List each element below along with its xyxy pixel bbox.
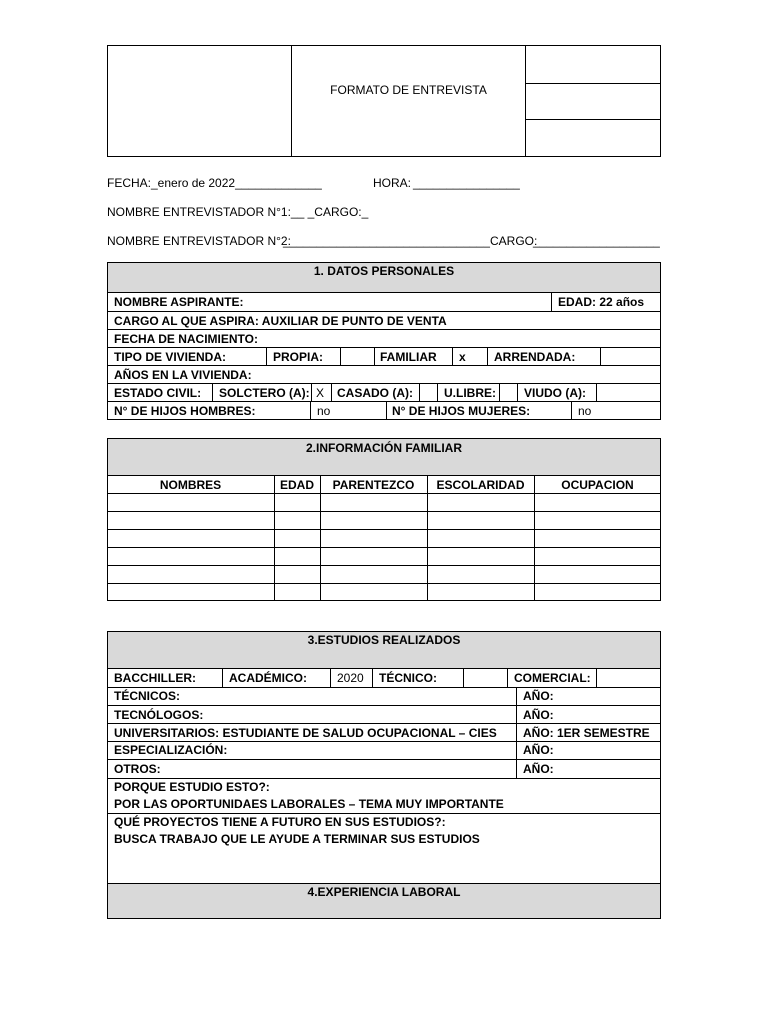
row-line	[107, 687, 661, 688]
edad-field[interactable]: EDAD: 22 años	[558, 295, 645, 309]
cargo-aspira-field[interactable]: CARGO AL QUE ASPIRA: AUXILIAR DE PUNTO DE VENTA	[114, 314, 447, 328]
ulibre-label: U.LIBRE:	[444, 386, 496, 400]
soltero-label: SOLCTERO (A):	[219, 386, 310, 400]
fecha-nacimiento-field[interactable]: FECHA DE NACIMIENTO:	[114, 332, 258, 346]
cell-divider	[551, 292, 552, 311]
comercial-label: COMERCIAL:	[514, 671, 591, 685]
entrevistador2-field[interactable]: _______________________________	[283, 234, 490, 248]
ano-column-divider	[516, 687, 517, 778]
cell-divider	[571, 401, 572, 420]
column-header-ocupacion: OCUPACION	[561, 478, 634, 492]
fecha-label: FECHA:	[107, 176, 152, 190]
cell-divider	[452, 347, 453, 365]
cell-divider	[463, 668, 464, 687]
entrevistador2-label: NOMBRE ENTREVISTADOR N°2:	[107, 234, 291, 248]
tecnicos-ano[interactable]: AÑO:	[523, 689, 554, 703]
otros-label: OTROS:	[114, 762, 161, 776]
cell-divider	[222, 668, 223, 687]
row-line	[107, 759, 661, 760]
header-divider	[291, 45, 292, 157]
header-divider	[525, 45, 526, 157]
especializacion-label: ESPECIALIZACIÓN:	[114, 743, 228, 757]
column-header-escolaridad: ESCOLARIDAD	[436, 478, 525, 492]
arrendada-label: ARRENDADA:	[494, 350, 576, 364]
tecnologos-label: TECNÓLOGOS:	[114, 708, 204, 722]
cell-divider	[507, 668, 508, 687]
cell-divider	[487, 347, 488, 365]
proyectos-question: QUÉ PROYECTOS TIENE A FUTURO EN SUS ESTUDIOS?:	[114, 815, 446, 829]
otros-ano[interactable]: AÑO:	[523, 762, 554, 776]
row-line	[107, 565, 661, 566]
entrevistador1-line[interactable]: NOMBRE ENTREVISTADOR N°1:__ _CARGO:_	[107, 205, 369, 219]
cell-divider	[212, 383, 213, 401]
fecha-value[interactable]: _enero de 2022_____________	[151, 176, 322, 190]
hijos-hombres-label: N° DE HIJOS HOMBRES:	[114, 404, 256, 418]
viudo-label: VIUDO (A):	[524, 386, 586, 400]
especializacion-ano[interactable]: AÑO:	[523, 743, 554, 757]
universitarios-field[interactable]: UNIVERSITARIOS: ESTUDIANTE DE SALUD OCUPACIONAL – CIES	[114, 726, 497, 740]
cell-divider	[372, 668, 373, 687]
row-line	[107, 705, 661, 706]
hora-value[interactable]: ________________	[413, 176, 520, 190]
cell-divider	[330, 668, 331, 687]
row-line	[107, 723, 661, 724]
header-divider	[525, 83, 661, 84]
estado-civil-label: ESTADO CIVIL:	[114, 386, 202, 400]
familiar-checkbox[interactable]: x	[459, 350, 466, 364]
cell-divider	[374, 347, 375, 365]
section2-title: 2.INFORMACIÓN FAMILIAR	[306, 441, 462, 455]
propia-label: PROPIA:	[273, 350, 324, 364]
soltero-checkbox[interactable]: X	[316, 386, 325, 400]
cell-divider	[311, 383, 312, 401]
column-header-parentezco: PARENTEZCO	[332, 478, 415, 492]
section1-title: 1. DATOS PERSONALES	[313, 264, 455, 278]
row-line	[107, 511, 661, 512]
column-header-edad: EDAD	[279, 478, 314, 492]
casado-label: CASADO (A):	[337, 386, 413, 400]
hijos-hombres-value[interactable]: no	[317, 404, 331, 418]
row-line	[107, 493, 661, 494]
tecnicos-label: TÉCNICOS:	[114, 689, 180, 703]
row-line	[107, 547, 661, 548]
row-line	[107, 778, 661, 779]
porque-answer[interactable]: POR LAS OPORTUNIDAES LABORALES – TEMA MUY IMPORTANTE	[114, 797, 504, 811]
tipo-vivienda-label: TIPO DE VIVIENDA:	[114, 350, 227, 364]
cell-divider	[437, 383, 438, 401]
header-divider	[525, 119, 661, 120]
row-line	[107, 741, 661, 742]
cell-divider	[517, 383, 518, 401]
cell-divider	[596, 383, 597, 401]
hijos-mujeres-label: N° DE HIJOS MUJERES:	[392, 404, 531, 418]
section3-title: 3.ESTUDIOS REALIZADOS	[307, 633, 461, 647]
proyectos-answer[interactable]: BUSCA TRABAJO QUE LE AYUDE A TERMINAR SUS ESTUDIOS	[114, 832, 480, 846]
cell-divider	[331, 383, 332, 401]
anos-vivienda-field[interactable]: AÑOS EN LA VIVIENDA:	[114, 368, 252, 382]
row-line	[107, 583, 661, 584]
cell-divider	[596, 668, 597, 687]
row-line	[107, 529, 661, 530]
academico-year[interactable]: 2020	[337, 671, 364, 685]
cell-divider	[310, 401, 311, 420]
cell-divider	[266, 347, 267, 365]
row-line	[107, 311, 661, 312]
page-title: FORMATO DE ENTREVISTA	[330, 83, 487, 97]
universitarios-ano[interactable]: AÑO: 1ER SEMESTRE	[523, 726, 650, 740]
cell-divider	[600, 347, 601, 365]
propia-checkbox[interactable]	[340, 347, 374, 366]
familiar-label: FAMILIAR	[380, 350, 437, 364]
tecnico-label: TÉCNICO:	[379, 671, 437, 685]
hijos-mujeres-value[interactable]: no	[578, 404, 592, 418]
cargo2-label: CARGO:	[490, 234, 538, 248]
cargo2-field[interactable]: ___________________	[533, 234, 660, 248]
column-header-nombres: NOMBRES	[159, 478, 222, 492]
academico-label: ACADÉMICO:	[229, 671, 307, 685]
section4-title: 4.EXPERIENCIA LABORAL	[307, 885, 461, 899]
nombre-aspirante-label: NOMBRE ASPIRANTE:	[114, 295, 244, 309]
section3-body	[107, 668, 661, 884]
row-line	[107, 347, 661, 348]
cell-divider	[419, 383, 420, 401]
row-line	[107, 813, 661, 814]
hora-label: HORA:	[373, 176, 412, 190]
cell-divider	[499, 383, 500, 401]
bacchiller-label: BACCHILLER:	[114, 671, 196, 685]
tecnologos-ano[interactable]: AÑO:	[523, 708, 554, 722]
row-line	[107, 383, 661, 384]
row-line	[107, 329, 661, 330]
header-box	[107, 45, 661, 157]
row-line	[107, 401, 661, 402]
cell-divider	[386, 401, 387, 420]
row-line	[107, 365, 661, 366]
porque-question: PORQUE ESTUDIO ESTO?:	[114, 780, 270, 794]
